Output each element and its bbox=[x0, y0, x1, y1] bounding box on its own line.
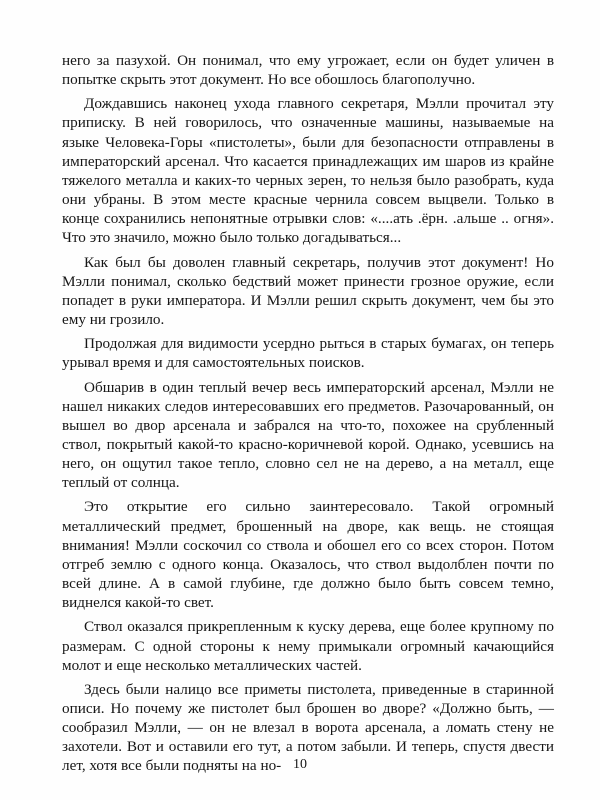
paragraph-8: Здесь были налицо все приметы пистолета, приведенные в старинной описи. Но почему же пистолет был брошен во дворе? «Должно быть, — сообразил Мэлли, — он не влезал в ворота арсенала, а ломать стену не захотели. Вот и оставили его тут, а потом забыли. И теперь, спустя двести лет, хотя все были подняты на но- bbox=[62, 680, 554, 775]
paragraph-7: Ствол оказался прикрепленным к куску дерева, еще более крупному по размерам. С одной стороны к нему примыкали огромный качающийся молот и еще несколько металлических частей. bbox=[62, 618, 554, 674]
paragraph-2: Дождавшись наконец ухода главного секретаря, Мэлли прочитал эту приписку. В ней говорилось, что означенные машины, называемые на языке Человека-Горы «пистолеты», были для безопасности отправлены в императорский арсенал. Что касается принадлежащих им шаров из крайне тяжелого металла и каких-то черных зерен, то нельзя было разобрать, куда они убраны. В этом месте красные чернила совсем выцвели. Только в конце сохранились непонятные отрывки слов: «....ать .ёрн. .альше .. огня». Что это значило, можно было только догадываться... bbox=[62, 95, 554, 247]
body-text bbox=[62, 51, 554, 781]
page-number: 10 bbox=[293, 757, 307, 772]
paragraph-6: Это открытие его сильно заинтересовало. Такой огромный металлический предмет, брошенный на дворе, как вещь. не стоящая внимания! Мэлли соскочил со ствола и обошел его со всех сторон. Потом отгреб землю с одного конца. Оказалось, что ствол выдолблен почти по всей длине. А в самой глубине, где должно было быть совсем темно, виднелся какой-то свет. bbox=[62, 498, 554, 612]
paragraph-5: Обшарив в один теплый вечер весь императорский арсенал, Мэлли не нашел никаких следов интересовавших его предметов. Разочарованный, он вышел во двор арсенала и забрался на что-то, похожее на срубленный ствол, покрытый какой-то красно-коричневой корой. Однако, усевшись на него, он ощутил такое тепло, словно сел не на дерево, а на металл, еще теплый от солнца. bbox=[62, 378, 554, 492]
paragraph-1: него за пазухой. Он понимал, что ему угрожает, если он будет уличен в попытке скрыть этот документ. Но все обошлось благополучно. bbox=[62, 52, 554, 89]
paragraph-4: Продолжая для видимости усердно рыться в старых бумагах, он теперь урывал время и для самостоятельных поисков. bbox=[62, 335, 554, 372]
paragraph-3: Как был бы доволен главный секретарь, получив этот документ! Но Мэлли понимал, сколько бедствий может принести грозное оружие, если попадет в руки императора. И Мэлли решил скрыть документ, чем бы это ему ни грозило. bbox=[62, 253, 554, 329]
